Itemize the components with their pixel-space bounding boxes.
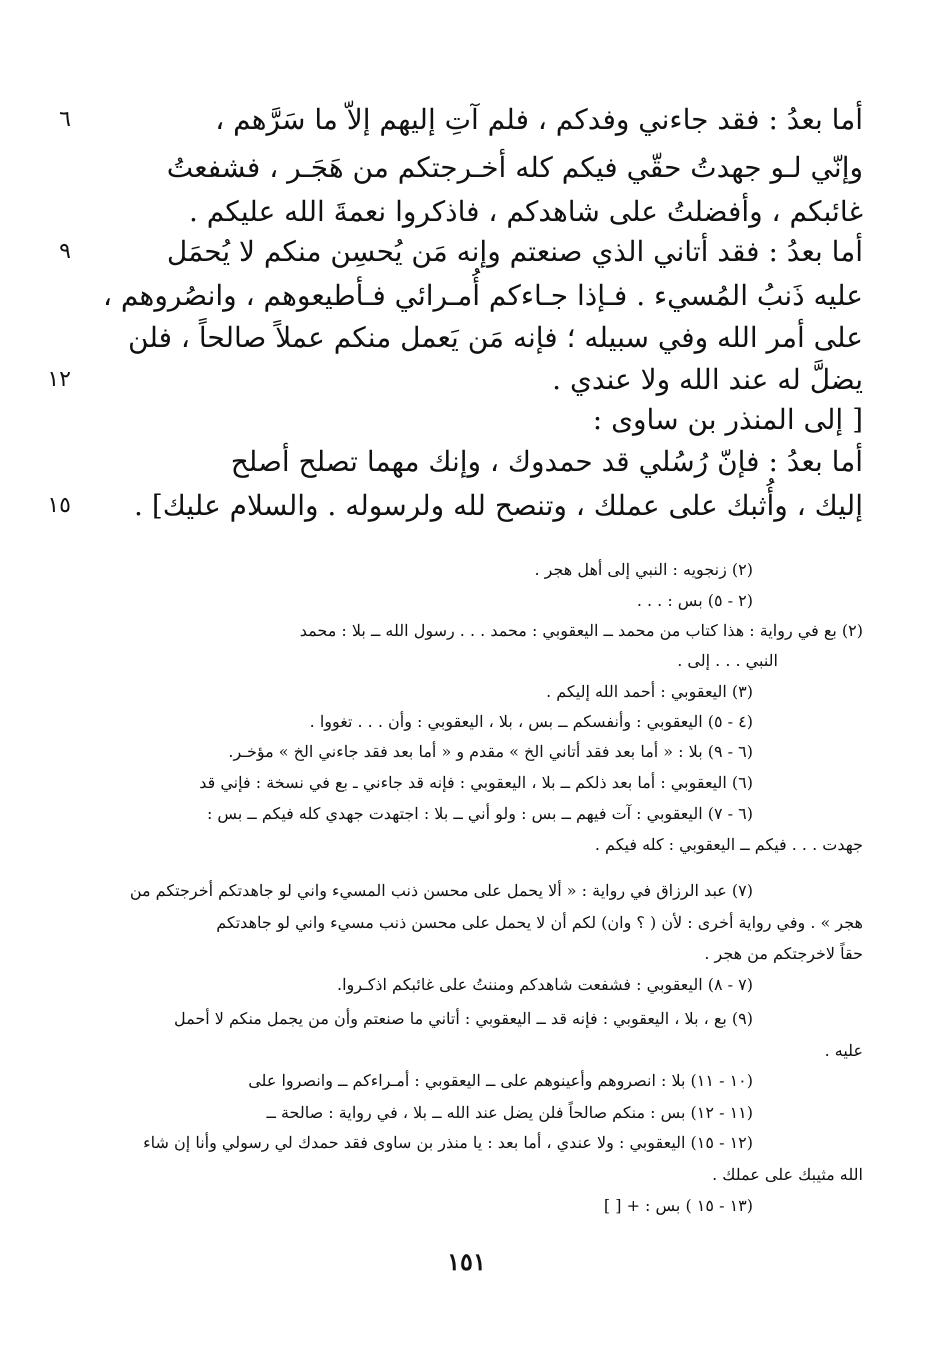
- main-text-line: وإنّي لـو جهدتُ حقّي فيكم كله أخـرجتكم من هَجَـر ، فشفعتُ: [166, 151, 863, 184]
- main-text-line: [ إلى المنذر بن ساوى :: [592, 403, 863, 436]
- main-text-line: أما بعدُ : فإنّ رُسُلي قد حمدوك ، وإنك مهما تصلح أصلح: [230, 445, 863, 478]
- footnote-line: (٢) زنجويه : النبي إلى أهل هجر .: [534, 560, 753, 579]
- main-text-line: على أمر الله وفي سبيله ؛ فإنه مَن يَعمل منكم عملاً صالحاً ، فلن: [128, 321, 863, 354]
- main-text-line: غائبكم ، وأفضلتُ على شاهدكم ، فاذكروا نعمةَ الله عليكم .: [188, 195, 863, 228]
- footnote-line: هجر » . وفي رواية أخرى : لأن ( ؟ وان) لكم أن لا يحمل على محسن ذنب مسيء واني لو جاهدتكم: [216, 913, 863, 932]
- page-number: ١٥١: [447, 1247, 486, 1276]
- line-number: ١٥: [47, 493, 71, 518]
- footnote-line: النبي . . . إلى .: [677, 651, 778, 670]
- footnote-line: (٦) اليعقوبي : أما بعد ذلكم ــ بلا ، اليعقوبي : فإنه قد جاءني ـ بع في نسخة : فإني قد: [199, 773, 753, 792]
- footnote-line: جهدت . . . فيكم ــ اليعقوبي : كله فيكم .: [594, 835, 863, 854]
- line-number: ١٢: [47, 367, 71, 392]
- line-number: ٦: [59, 107, 71, 132]
- line-number: ٩: [59, 239, 71, 264]
- footnote-line: (٢ - ٥) بس : . . .: [636, 591, 753, 610]
- footnote-line: (١٠ - ١١) بلا : انصروهم وأعينوهم على ــ اليعقوبي : أمـراءكم ــ وانصروا على: [248, 1071, 753, 1090]
- main-text-line: أما بعدُ : فقد أتاني الذي صنعتم وإنه مَن يُحسِن منكم لا يُحمَل: [166, 235, 863, 268]
- footnote-line: (١٣ - ١٥ ) بس : + [ ]: [603, 1196, 753, 1215]
- main-text-line: يضلَّ له عند الله ولا عندي .: [552, 363, 863, 396]
- main-text-line: إليك ، وأُثبك على عملك ، وتنصح لله ولرسوله . والسلام عليك] .: [134, 489, 863, 522]
- footnote-line: (٤ - ٥) اليعقوبي : وأنفسكم ــ بس ، بلا ، اليعقوبي : وأن . . . تغووا .: [309, 712, 753, 731]
- footnote-line: (٣) اليعقوبي : أحمد الله إليكم .: [546, 682, 753, 701]
- footnote-line: حقاً لاخرجتكم من هجر .: [704, 944, 863, 963]
- footnote-line: (٧ - ٨) اليعقوبي : فشفعت شاهدكم ومننتُ على غائبكم اذكـروا.: [337, 975, 753, 994]
- footnote-line: (١٢ - ١٥) اليعقوبي : ولا عندي ، أما بعد : يا منذر بن ساوى فقد حمدك لي رسولي وأنا إن شاء: [143, 1133, 753, 1152]
- footnote-line: عليه .: [824, 1041, 863, 1060]
- footnote-line: الله مثيبك على عملك .: [712, 1165, 863, 1184]
- footnote-line: (٦ - ٧) اليعقوبي : آت فيهم ــ بس : ولو أني ــ بلا : اجتهدت جهدي كله فيكم ــ بس :: [206, 804, 753, 823]
- footnote-line: (٧) عبد الرزاق في رواية : « ألا يحمل على محسن ذنب المسيء واني لو جاهدتكم أخرجتكم من: [129, 881, 753, 900]
- main-text-line: عليه ذَنبُ المُسيء . فـإذا جـاءكم أُمـرائي فـأطيعوهم ، وانصُروهم ،: [102, 279, 863, 312]
- footnote-line: (٩) بع ، بلا ، اليعقوبي : فإنه قد ــ اليعقوبي : أتاني ما صنعتم وأن من يجمل منكم لا أحمل: [173, 1009, 753, 1028]
- main-text-line: أما بعدُ : فقد جاءني وفدكم ، فلم آتِ إليهم إلاّ ما سَرَّهم ،: [215, 103, 863, 136]
- footnote-line: (٦ - ٩) بلا : « أما بعد فقد أتاني الخ » مقدم و « أما بعد فقد جاءني الخ » مؤخـر.: [228, 742, 753, 761]
- footnote-line: (٢) بع في رواية : هذا كتاب من محمد ــ اليعقوبي : محمد . . . رسول الله ــ بلا : محمد: [299, 621, 863, 640]
- footnote-line: (١١ - ١٢) بس : منكم صالحاً فلن يضل عند الله ــ بلا ، في رواية : صالحة ــ: [266, 1103, 753, 1122]
